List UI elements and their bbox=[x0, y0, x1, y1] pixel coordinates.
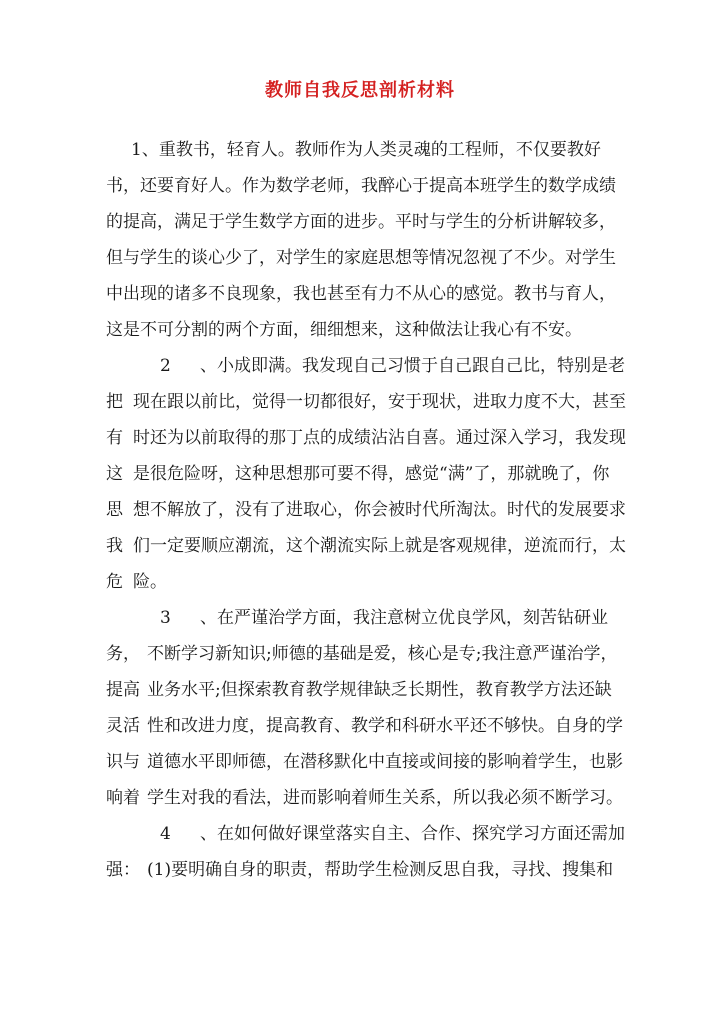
section2-margin-6: 危 bbox=[106, 572, 123, 592]
section4-line-2: (1)要明确自身的职责，帮助学生检测反思自我，寻找、搜集和 bbox=[147, 860, 614, 880]
section3-line-4: 性和改进力度，提高教育、教学和科研水平还不够快。自身的学 bbox=[147, 716, 623, 736]
section2-margin-4: 思 bbox=[106, 500, 123, 520]
section1-line-1: 1、重教书，轻育人。教师作为人类灵魂的工程师，不仅要教好 bbox=[131, 140, 601, 160]
section2-line-1: 、小成即满。我发现自己习惯于自己跟自己比，特别是老 bbox=[200, 356, 625, 376]
section2-line-3: 时还为以前取得的那丁点的成绩沾沾自喜。通过深入学习，我发现 bbox=[133, 428, 626, 448]
section2-number: 2 bbox=[160, 356, 171, 376]
section1-line-5: 中出现的诸多不良现象，我也甚至有力不从心的感觉。教书与育人， bbox=[106, 284, 616, 304]
section3-margin-2: 提高 bbox=[106, 680, 140, 700]
section2-line-5: 想不解放了，没有了进取心，你会被时代所淘汰。时代的发展要求 bbox=[133, 500, 626, 520]
section2-margin-3: 这 bbox=[106, 464, 123, 484]
section1-line-6: 这是不可分割的两个方面，细细想来，这种做法让我心有不安。 bbox=[106, 320, 582, 340]
document-title: 教师自我反思剖析材料 bbox=[265, 80, 455, 101]
section2-margin-2: 有 bbox=[106, 428, 123, 448]
section3-margin-5: 响着 bbox=[106, 788, 140, 808]
section3-line-2: 不断学习新知识;师德的基础是爱，核心是专;我注意严谨治学， bbox=[147, 644, 618, 664]
section4-number: 4 bbox=[160, 824, 171, 844]
section2-line-6: 们一定要顺应潮流，这个潮流实际上就是客观规律，逆流而行，太 bbox=[133, 536, 626, 556]
section2-line-4: 是很危险呀，这种思想那可要不得，感觉“满”了，那就晚了，你 bbox=[133, 464, 610, 484]
section3-line-6: 学生对我的看法，进而影响着师生关系，所以我必须不断学习。 bbox=[147, 788, 623, 808]
section1-line-3: 的提高，满足于学生数学方面的进步。平时与学生的分析讲解较多， bbox=[106, 212, 616, 232]
section1-line-2: 书，还要育好人。作为数学老师，我醉心于提高本班学生的数学成绩 bbox=[106, 176, 616, 196]
section2-line-2: 现在跟以前比，觉得一切都很好，安于现状，进取力度不大，甚至 bbox=[133, 392, 626, 412]
section4-line-1: 、在如何做好课堂落实自主、合作、探究学习方面还需加 bbox=[200, 824, 625, 844]
section1-line-4: 但与学生的谈心少了，对学生的家庭思想等情况忽视了不少。对学生 bbox=[106, 248, 616, 268]
section2-margin-5: 我 bbox=[106, 536, 123, 556]
section2-margin-1: 把 bbox=[106, 392, 123, 412]
section3-margin-3: 灵活 bbox=[106, 716, 140, 736]
section3-margin-4: 识与 bbox=[106, 752, 140, 772]
section2-line-7: 险。 bbox=[133, 572, 167, 592]
section4-margin-1: 强： bbox=[106, 860, 140, 880]
section3-margin-1: 务， bbox=[106, 644, 140, 664]
section3-line-3: 业务水平;但探索教育教学规律缺乏长期性，教育教学方法还缺 bbox=[147, 680, 612, 700]
section3-line-5: 道德水平即师德，在潜移默化中直接或间接的影响着学生，也影 bbox=[147, 752, 623, 772]
section3-line-1: 、在严谨治学方面，我注意树立优良学风，刻苦钻研业 bbox=[200, 608, 608, 628]
section3-number: 3 bbox=[160, 608, 171, 628]
